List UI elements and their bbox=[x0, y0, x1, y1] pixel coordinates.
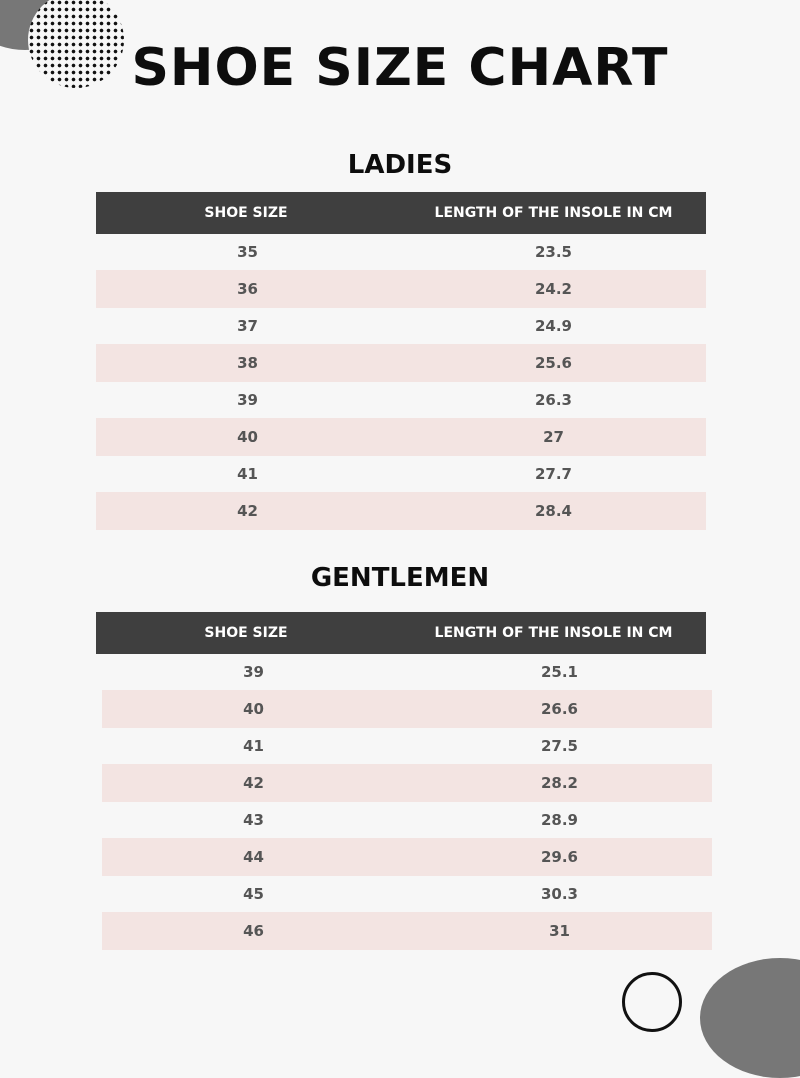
page-title: SHOE SIZE CHART bbox=[131, 38, 669, 98]
shoe-size-cell: 41 bbox=[237, 465, 258, 483]
shoe-size-cell: 38 bbox=[237, 354, 258, 372]
insole-length-cell: 28.2 bbox=[540, 774, 578, 792]
decorative-ring bbox=[622, 972, 682, 1032]
insole-length-cell: 24.2 bbox=[534, 280, 572, 298]
table-header bbox=[96, 612, 706, 654]
shoe-size-cell: 40 bbox=[237, 428, 258, 446]
shoe-size-cell: 43 bbox=[243, 811, 264, 829]
table-row bbox=[102, 728, 712, 764]
shoe-size-cell: 40 bbox=[243, 700, 264, 718]
table-row bbox=[96, 308, 706, 344]
shoe-size-cell: 39 bbox=[237, 391, 258, 409]
column-header-shoe-size: SHOE SIZE bbox=[204, 205, 288, 221]
insole-length-cell: 27.5 bbox=[540, 737, 578, 755]
insole-length-cell: 27.7 bbox=[534, 465, 572, 483]
shoe-size-cell: 45 bbox=[243, 885, 264, 903]
shoe-size-cell: 36 bbox=[237, 280, 258, 298]
shoe-size-cell: 41 bbox=[243, 737, 264, 755]
table-row bbox=[96, 344, 706, 382]
table-row bbox=[102, 690, 712, 728]
table-row bbox=[102, 764, 712, 802]
shoe-size-cell: 44 bbox=[243, 848, 264, 866]
table-row bbox=[96, 382, 706, 418]
shoe-size-cell: 37 bbox=[237, 317, 258, 335]
ladies-size-table bbox=[96, 192, 706, 530]
gentlemen-size-table bbox=[96, 612, 706, 950]
table-row bbox=[96, 270, 706, 308]
column-header-insole-length: LENGTH OF THE INSOLE IN CM bbox=[434, 205, 673, 221]
shoe-size-cell: 39 bbox=[243, 663, 264, 681]
insole-length-cell: 23.5 bbox=[534, 243, 572, 261]
insole-length-cell: 27 bbox=[543, 428, 564, 446]
insole-length-cell: 28.4 bbox=[534, 502, 572, 520]
insole-length-cell: 30.3 bbox=[540, 885, 578, 903]
table-row bbox=[102, 876, 712, 912]
insole-length-cell: 28.9 bbox=[540, 811, 578, 829]
ladies-heading: LADIES bbox=[347, 150, 453, 180]
table-row bbox=[96, 492, 706, 530]
column-header-insole-length: LENGTH OF THE INSOLE IN CM bbox=[434, 625, 673, 641]
table-row bbox=[102, 838, 712, 876]
table-row bbox=[96, 234, 706, 270]
insole-length-cell: 31 bbox=[549, 922, 570, 940]
insole-length-cell: 29.6 bbox=[540, 848, 578, 866]
insole-length-cell: 25.1 bbox=[540, 663, 578, 681]
shoe-size-cell: 42 bbox=[243, 774, 264, 792]
shoe-size-cell: 35 bbox=[237, 243, 258, 261]
table-row bbox=[96, 418, 706, 456]
insole-length-cell: 26.6 bbox=[540, 700, 578, 718]
table-row bbox=[102, 802, 712, 838]
insole-length-cell: 24.9 bbox=[534, 317, 572, 335]
table-header bbox=[96, 192, 706, 234]
gentlemen-heading: GENTLEMEN bbox=[310, 563, 490, 593]
insole-length-cell: 25.6 bbox=[534, 354, 572, 372]
decorative-blob-bottom bbox=[700, 958, 800, 1078]
shoe-size-cell: 46 bbox=[243, 922, 264, 940]
table-row bbox=[96, 456, 706, 492]
table-row bbox=[102, 654, 712, 690]
column-header-shoe-size: SHOE SIZE bbox=[204, 625, 288, 641]
table-body bbox=[96, 234, 706, 530]
table-body bbox=[102, 654, 712, 950]
shoe-size-cell: 42 bbox=[237, 502, 258, 520]
insole-length-cell: 26.3 bbox=[534, 391, 572, 409]
table-row bbox=[102, 912, 712, 950]
